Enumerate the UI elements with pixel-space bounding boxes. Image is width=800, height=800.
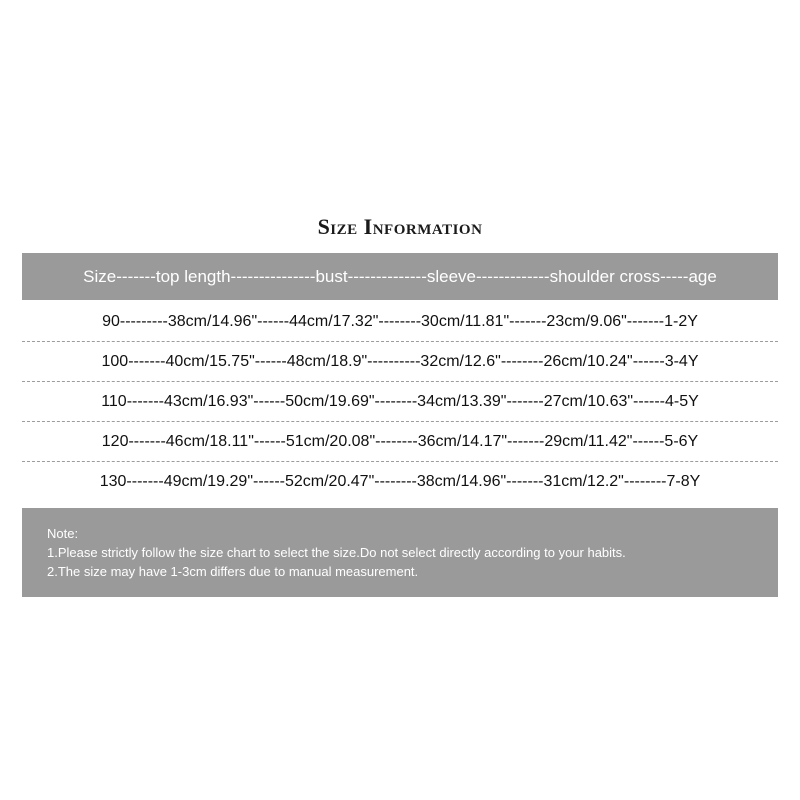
size-row-120 xyxy=(22,422,778,462)
size-row-100 xyxy=(22,342,778,382)
size-row-text: 110-------43cm/16.93"------50cm/19.69"--------34cm/13.39"-------27cm/10.63"------4-5Y xyxy=(101,392,699,410)
size-row-text: 90---------38cm/14.96"------44cm/17.32"--------30cm/11.81"-------23cm/9.06"-------1-2Y xyxy=(102,312,698,330)
size-chart-header xyxy=(22,253,778,300)
size-row-130 xyxy=(22,462,778,502)
size-row-90 xyxy=(22,302,778,342)
size-chart-header-label: Size-------top length---------------bust--------------sleeve-------------shoulder cross-----age xyxy=(83,266,717,286)
size-row-text: 100-------40cm/15.75"------48cm/18.9"----------32cm/12.6"--------26cm/10.24"------3-4Y xyxy=(101,352,699,370)
size-information-title: Size Information xyxy=(317,214,483,239)
size-row-text: 120-------46cm/18.11"------51cm/20.08"--------36cm/14.17"-------29cm/11.42"------5-6Y xyxy=(101,432,699,450)
size-row-110 xyxy=(22,382,778,422)
size-chart-rows xyxy=(22,302,778,502)
note-heading: Note: xyxy=(47,526,79,541)
note-line-1: 1.Please strictly follow the size chart to select the size.Do not select directly according to your habits. xyxy=(47,545,626,560)
note-line-2: 2.The size may have 1-3cm differs due to manual measurement. xyxy=(47,564,419,579)
size-row-text: 130-------49cm/19.29"------52cm/20.47"--------38cm/14.96"-------31cm/12.2"--------7-8Y xyxy=(99,473,701,490)
note-box xyxy=(22,508,778,597)
